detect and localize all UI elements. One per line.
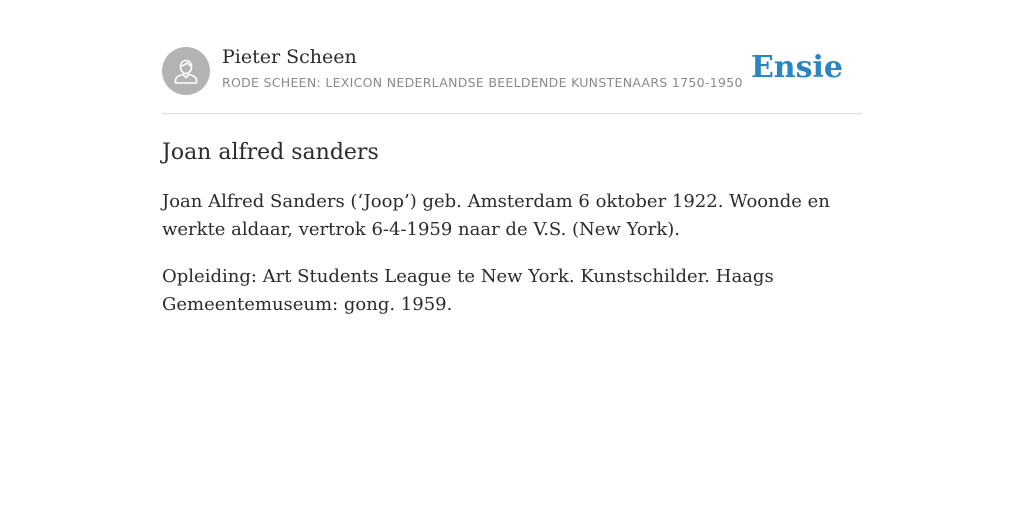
source-title[interactable]: RODE SCHEEN: LEXICON NEDERLANDSE BEELDENDE KUNSTENAARS 1750-1950 bbox=[222, 75, 743, 90]
article-title: Joan alfred sanders bbox=[162, 140, 379, 165]
user-silhouette-icon bbox=[171, 56, 201, 86]
article-paragraph-1: Joan Alfred Sanders (‘Joop’) geb. Amsterdam 6 oktober 1922. Woonde en werkte aldaar, vertrok 6-4-1959 naar de V.S. (New York). bbox=[162, 191, 830, 240]
article-header bbox=[162, 40, 862, 114]
author-avatar[interactable] bbox=[162, 47, 210, 95]
article-card bbox=[162, 40, 862, 319]
author-name[interactable]: Pieter Scheen bbox=[222, 46, 357, 68]
article-paragraph-2: Opleiding: Art Students League te New York. Kunstschilder. Haags Gemeentemuseum: gong. 1959. bbox=[162, 266, 774, 315]
ensie-logo[interactable]: Ensie bbox=[750, 50, 843, 85]
